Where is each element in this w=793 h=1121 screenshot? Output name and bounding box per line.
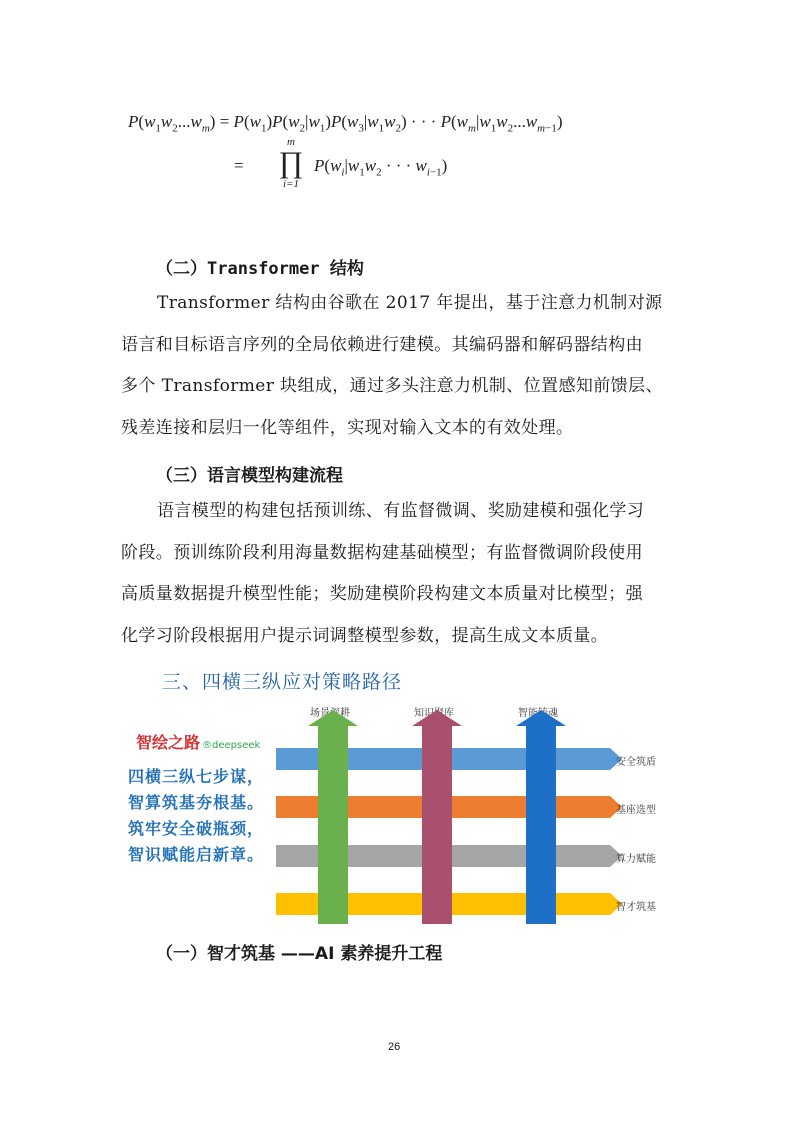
- slogan: [128, 764, 264, 868]
- product-lower-limit: i=1: [283, 178, 299, 190]
- paragraph-model-building: [121, 491, 681, 657]
- formula-line-1: $P(w_1w_2...w_m) = P(w_1)P(w_2|w_1)P(w_3|w_1w_2)$ · · · $P(w_m|w_1w_2...w_{m-1})$: [128, 112, 563, 135]
- heading-transformer: （二）Transformer 结构: [156, 259, 364, 279]
- arrow-head: [308, 710, 358, 726]
- slogan-line: 筑牢安全破瓶颈，: [128, 819, 265, 838]
- brand-subtitle: ®deepseek: [202, 740, 261, 751]
- formula-line-2: [234, 156, 244, 176]
- product-operator: [276, 136, 306, 190]
- page-number: 26: [388, 1041, 401, 1053]
- arrow-knowledge: [422, 726, 452, 924]
- paragraph-line: 高质量数据提升模型性能；奖励建模阶段构建文本质量对比模型；强: [121, 584, 643, 604]
- arrow-head: [516, 710, 566, 726]
- paragraph-line: 语言和目标语言序列的全局依赖进行建模。其编码器和解码器结构由: [121, 334, 643, 355]
- arrow-head: [412, 710, 462, 726]
- paragraph-transformer: [121, 283, 681, 449]
- section-title: 三、四横三纵应对策略路径: [162, 671, 403, 693]
- paragraph-line: 阶段。预训练阶段利用海量数据构建基础模型；有监督微调阶段使用: [121, 542, 643, 563]
- product-symbol: ∏: [278, 146, 304, 179]
- formula-equals: =: [234, 156, 244, 175]
- slogan-line: 四横三纵七步谋，: [128, 767, 265, 786]
- band-label-compute: 算力赋能: [616, 854, 656, 865]
- heading-talent-foundation: （一）智才筑基 ——AI 素养提升工程: [156, 944, 443, 964]
- heading-model-building: （三）语言模型构建流程: [156, 466, 343, 486]
- arrow-intelligence: [526, 726, 556, 924]
- product-upper-limit: m: [287, 136, 295, 148]
- band-label-talent: 智才筑基: [616, 902, 656, 913]
- brand-block: [136, 730, 260, 753]
- paragraph-line: 多个 Transformer 块组成，通过多头注意力机制、位置感知前馈层、: [121, 376, 663, 396]
- slogan-line: 智算筑基夯根基。: [128, 793, 265, 812]
- arrow-label-knowledge: 知识聚库: [414, 708, 454, 719]
- paragraph-line: 化学习阶段根据用户提示词调整模型参数，提高生成文本质量。: [121, 625, 609, 646]
- arrow-scenario: [318, 726, 348, 924]
- probability-formula: [128, 106, 688, 202]
- slogan-line: 智识赋能启新章。: [128, 845, 265, 864]
- arrow-label-scenario: 场景深耕: [310, 708, 350, 719]
- band-label-security: 安全筑盾: [616, 757, 656, 768]
- paragraph-line: Transformer 结构由谷歌在 2017 年提出，基于注意力机制对源: [157, 293, 663, 313]
- paragraph-line: 语言模型的构建包括预训练、有监督微调、奖励建模和强化学习: [157, 501, 645, 521]
- formula-line-2-rest: $P(w_i|w_1w_2$ · · · $w_{i-1}$): [314, 156, 448, 179]
- brand-title: 智绘之路: [136, 733, 201, 752]
- arrow-label-intelligence: 智能铸魂: [518, 708, 558, 719]
- strategy-infographic: [120, 698, 656, 930]
- band-label-foundation: 基座选型: [616, 805, 656, 816]
- paragraph-line: 残差连接和层归一化等组件，实现对输入文本的有效处理。: [121, 417, 574, 438]
